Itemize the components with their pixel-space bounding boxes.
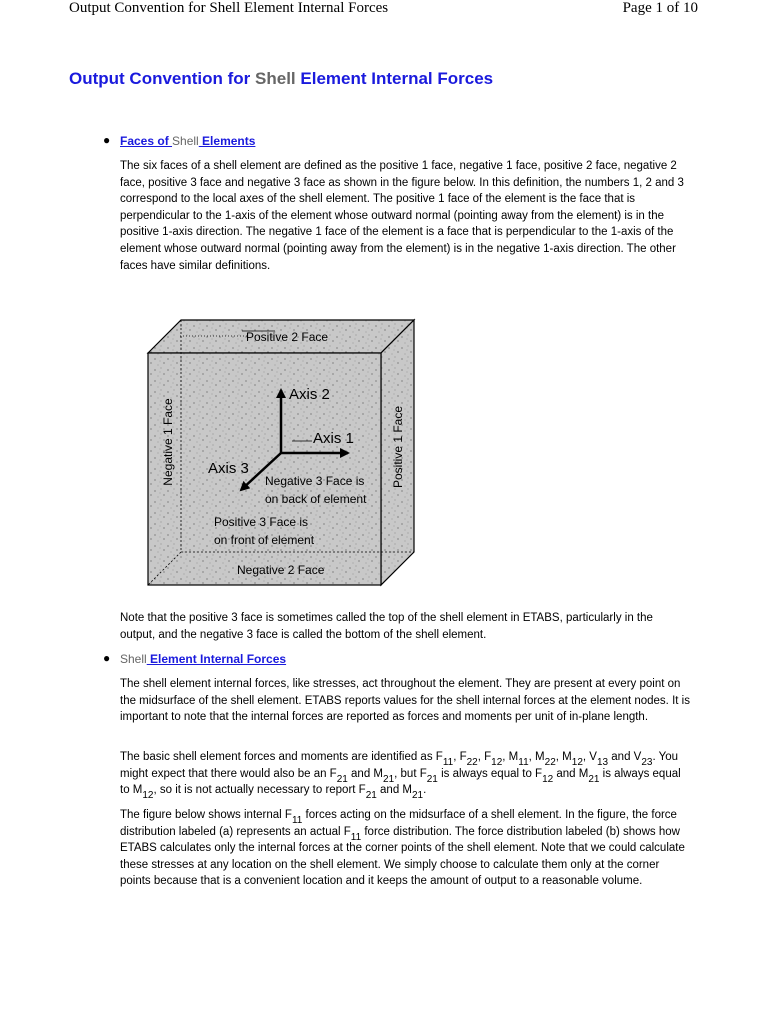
positive-3-face-line-2: on front of element xyxy=(214,533,315,547)
page-title xyxy=(69,69,493,89)
shell-element-diagram xyxy=(140,312,425,592)
shell-faces-figure xyxy=(140,312,425,592)
negative-3-face-line-2: on back of element xyxy=(265,492,367,506)
faces-grey-part: Shell xyxy=(172,134,199,148)
axis-1-label: Axis 1 xyxy=(313,430,354,447)
negative-1-face-label: Negative 1 Face xyxy=(161,398,175,486)
page-number: Page 1 of 10 xyxy=(622,0,698,16)
bullet-icon: ● xyxy=(103,133,111,147)
section-heading-internal-forces xyxy=(120,652,286,666)
forces-paragraph-1: The shell element internal forces, like stresses, act throughout the element. They are present at every point on the midsurface of the shell element. ETABS reports values for the shell internal forces at the element nodes. It is important to note that the internal forces are reported as forces and moments per unit of in-plane length. xyxy=(120,678,690,724)
forces-link[interactable]: Element Internal Forces xyxy=(146,652,287,666)
negative-3-face-line-1: Negative 3 Face is xyxy=(265,474,365,488)
negative-2-face-label: Negative 2 Face xyxy=(237,563,325,577)
faces-link-part-2[interactable]: Elements xyxy=(198,134,256,148)
positive-3-face-line-1: Positive 3 Face is xyxy=(214,515,309,529)
forces-paragraph-3: The figure below shows internal $F_{11}$ forces acting on the midsurface of a shell element. In the figure, the force distribution labeled (a) represents an actual $F_{11}$ force distribution. The force distribution labeled (b) shows how ETABS calculates only the internal forces at the corner points of the shell element. Note that we could calculate these stresses at any location on the shell element. We simply choose to calculate them only at the corner points because that is a convenient location and it keeps the amount of output to a reasonable volume. xyxy=(120,809,685,888)
faces-link-part-1[interactable]: Faces of xyxy=(120,134,173,148)
faces-paragraph: The six faces of a shell element are defined as the positive 1 face, negative 1 face, positive 2 face, negative 2 face, positive 3 face and negative 3 face as shown in the figure below. In this definition, the numbers 1, 2 and 3 correspond to the local axes of the shell element. The positive 1 face of the element is the face that is perpendicular to the 1-axis of the element whose outward normal (pointing away from the element) is in the positive 1-axis direction. The negative 1 face of the element is a face that is perpendicular to the 1-axis of the element whose outward normal (pointing away from the element) is in the negative 1-axis direction. The other faces have similar definitions. xyxy=(120,160,684,272)
positive-2-face-label: Positive 2 Face xyxy=(246,330,329,344)
axis-3-label: Axis 3 xyxy=(208,460,249,477)
section-heading-faces xyxy=(120,134,255,148)
forces-grey-part: Shell xyxy=(120,652,147,666)
axis-2-label: Axis 2 xyxy=(289,386,330,403)
bullet-icon: ● xyxy=(103,651,111,665)
title-part-2: Shell xyxy=(255,69,296,88)
forces-paragraph-2: The basic shell element forces and moments are identified as $F_{11}$, $F_{22}$, $F_{12}$, $M_{11}$, $M_{22}$, $M_{12}$, $V_{13}$ and $V_{23}$. You might expect that there would also be an $F_{21}$ and $M_{21}$, but $F_{21}$ is always equal to $F_{12}$ and $M_{21}$ is always equal to $M_{12}$, so it is not actually necessary to report $F_{21}$ and $M_{21}$. xyxy=(120,751,681,802)
note-paragraph: Note that the positive 3 face is sometimes called the top of the shell element in ETABS, particularly in the output, and the negative 3 face is called the bottom of the shell element. xyxy=(120,612,653,641)
header-title: Output Convention for Shell Element Internal Forces xyxy=(69,0,389,16)
positive-1-face-label: Positive 1 Face xyxy=(391,405,405,489)
title-part-1: Output Convention for xyxy=(69,69,256,88)
title-part-3: Element Internal Forces xyxy=(295,69,494,88)
